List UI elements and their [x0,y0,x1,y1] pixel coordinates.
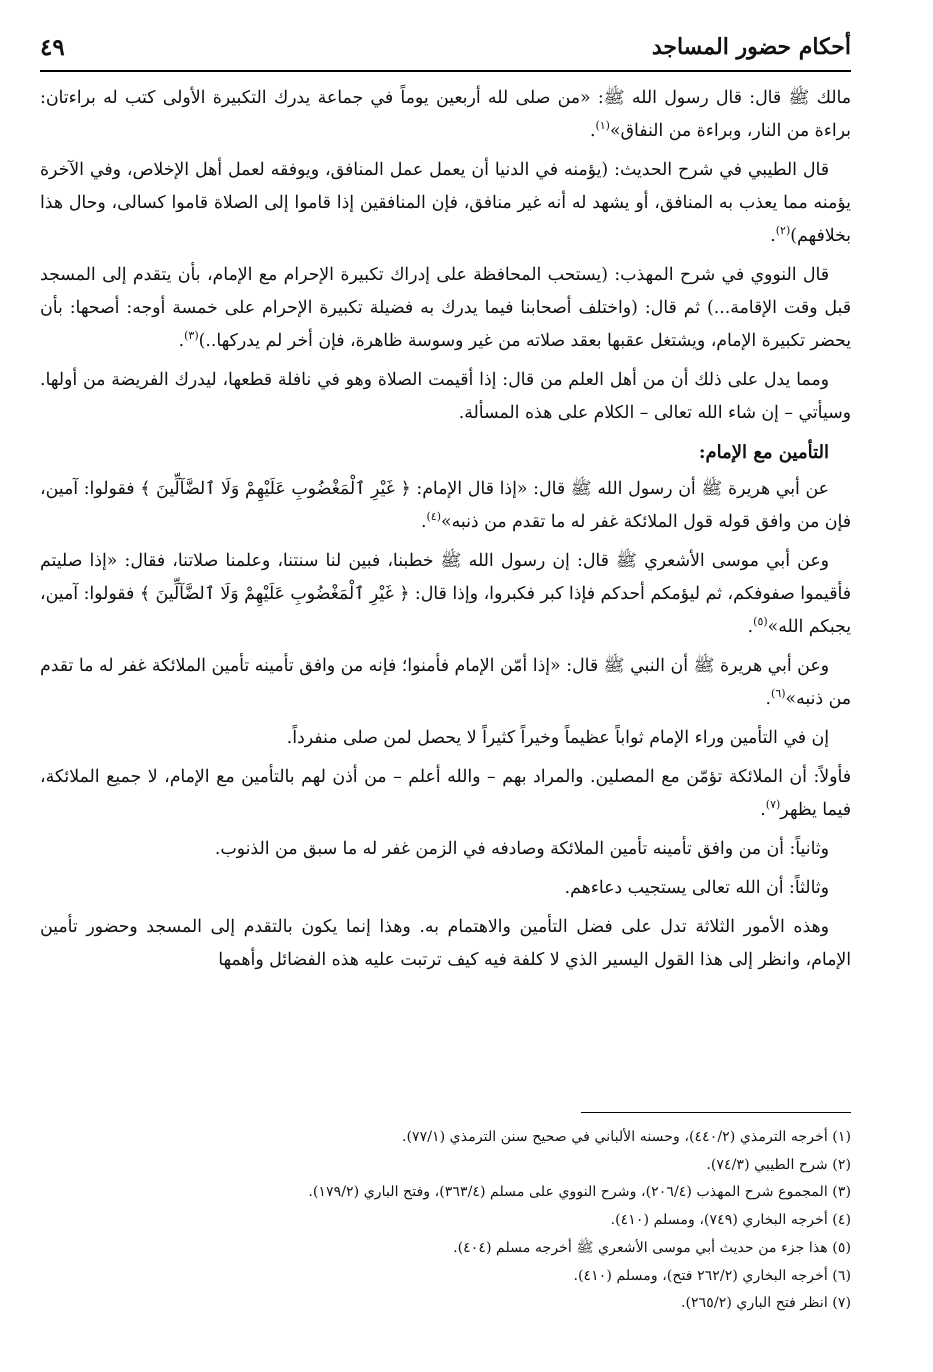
footnote-marker: (٣) [184,329,199,343]
footnotes [40,1124,851,1318]
body-paragraph: فأولاً: أن الملائكة تؤمّن مع المصلين. والمراد بهم – والله أعلم – من أذن لهم بالتأمين مع الإمام، لا جميع الملائكة، فيما يظهر$^{(٧)}$. [40,767,851,820]
page-number: ٤٩ [40,34,65,61]
paragraph-text: فأولاً: أن الملائكة تؤمّن مع المصلين. والمراد بهم – والله أعلم – من أذن لهم بالتأمين مع الإمام، لا جميع الملائكة، فيما يظهر [40,767,851,820]
footnote-marker: (٤) [426,510,442,524]
running-title: أحكام حضور المساجد [651,34,851,60]
paragraph-text: قال النووي في شرح المهذب: (يستحب المحافظة على إدراك تكبيرة الإحرام مع الإمام، بأن يتقدم إلى المسجد قبل وقت الإقامة...) ثم قال: (واختلف أصحابنا فيما يدرك به فضيلة تكبيرة الإحرام على خمسة أوجه: أصحها: بأن يحضر تكبيرة الإمام، ويشتغل عقبها بعقد صلاته من غير وسوسة ظاهرة، فإن أخر لم يدركها..) [40,265,851,351]
body-paragraph: قال النووي في شرح المهذب: (يستحب المحافظة على إدراك تكبيرة الإحرام مع الإمام، بأن يتقدم إلى المسجد قبل وقت الإقامة...) ثم قال: (واختلف أصحابنا فيما يدرك به فضيلة تكبيرة الإحرام على خمسة أوجه: أصحها: بأن يحضر تكبيرة الإمام، ويشتغل عقبها بعقد صلاته من غير وسوسة ظاهرة، فإن أخر لم يدركها..)$^{(٣)}$. [40,265,851,351]
body-paragraph [40,364,851,430]
footnote-item: (٢) شرح الطيبي (٧٤/٣). [706,1156,851,1173]
footnote-item: (٤) أخرجه البخاري (٧٤٩)، ومسلم (٤١٠). [610,1212,851,1229]
footnote-item: (٥) هذا جزء من حديث أبي موسى الأشعري ﷺ أخرجه مسلم (٤٠٤). [453,1239,851,1256]
paragraph-text: وثالثاً: أن الله تعالى يستجيب دعاءهم. [564,878,829,898]
footnote-item: (٦) أخرجه البخاري (٢٦٢/٢ فتح)، ومسلم (٤١٠). [573,1267,851,1284]
footnote-marker: (١) [595,119,610,133]
body-paragraph: عن أبي هريرة ﷺ أن رسول الله ﷺ قال: «إذا قال الإمام: ﴿ غَيْرِ ٱلْمَغْضُوبِ عَلَيْهِمْ وَلَا ٱلضَّآلِّينَ ﴾ فقولوا: آمين، فإن من وافق قوله قول الملائكة غفر له ما تقدم من ذنبه»$^{(٤)}$. [40,479,851,532]
footnote-item: (٧) انظر فتح الباري (٢٦٥/٢). [681,1295,851,1312]
paragraph-text: التأمين مع الإمام: [698,442,829,463]
body-paragraph: مالك ﷺ قال: قال رسول الله ﷺ: «من صلى لله أربعين يوماً في جماعة يدرك التكبيرة الأولى كتب له براءتان: براءة من النار، وبراءة من النفاق»$^{(١)}$. [40,88,851,141]
paragraph-text: وعن أبي هريرة ﷺ أن النبي ﷺ قال: «إذا أمّن الإمام فأمنوا؛ فإنه من وافق تأمينه تأمين الملائكة غفر له ما تقدم من ذنبه» [40,656,851,709]
footnote-marker: (٦) [771,687,786,701]
body-paragraph [40,722,851,755]
paragraph-text: عن أبي هريرة ﷺ أن رسول الله ﷺ قال: «إذا قال الإمام: ﴿ غَيْرِ ٱلْمَغْضُوبِ عَلَيْهِمْ وَلَا ٱلضَّآلِّينَ ﴾ فقولوا: آمين، فإن من وافق قوله قول الملائكة غفر له ما تقدم من ذنبه» [40,479,851,532]
body-text [40,82,851,983]
footnote-marker: (٥) [753,615,768,629]
footnote-item: (٣) المجموع شرح المهذب (٢٠٦/٤)، وشرح النووي على مسلم (٣٦٣/٤)، وفتح الباري (١٧٩/٢). [308,1184,851,1201]
footnote-marker: (٢) [775,224,791,238]
page-header [40,34,851,74]
section-heading [40,436,851,469]
header-rule [40,70,851,72]
paragraph-text: مالك ﷺ قال: قال رسول الله ﷺ: «من صلى لله أربعين يوماً في جماعة يدرك التكبيرة الأولى كتب له براءتان: براءة من النار، وبراءة من النفاق» [40,88,851,141]
paragraph-text: وثانياً: أن من وافق تأمينه تأمين الملائكة وصادفه في الزمن غفر له ما سبق من الذنوب. [214,839,829,859]
body-paragraph: وعن أبي موسى الأشعري ﷺ قال: إن رسول الله ﷺ خطبنا، فبين لنا سنتنا، وعلمنا صلاتنا، فقال: «إذا صليتم فأقيموا صفوفكم، ثم ليؤمكم أحدكم فإذا كبر فكبروا، وإذا قال: ﴿ غَيْرِ ٱلْمَغْضُوبِ عَلَيْهِمْ وَلَا ٱلضَّآلِّينَ ﴾ فقولوا: آمين، يجبكم الله»$^{(٥)}$. [40,551,851,637]
body-paragraph: وعن أبي هريرة ﷺ أن النبي ﷺ قال: «إذا أمّن الإمام فأمنوا؛ فإنه من وافق تأمينه تأمين الملائكة غفر له ما تقدم من ذنبه»$^{(٦)}$. [40,656,851,709]
body-paragraph [40,911,851,977]
footnote-item: (١) أخرجه الترمذي (٤٤٠/٢)، وحسنه الألباني في صحيح سنن الترمذي (٧٧/١). [401,1129,851,1145]
paragraph-text: ومما يدل على ذلك أن من أهل العلم من قال: إذا أقيمت الصلاة وهو في نافلة قطعها، ليدرك الفريضة من أولها. وسيأتي – إن شاء الله تعالى – الكلام على هذه المسألة. [40,370,851,423]
body-paragraph [40,872,851,905]
body-paragraph [40,833,851,866]
paragraph-text: وعن أبي موسى الأشعري ﷺ قال: إن رسول الله ﷺ خطبنا، فبين لنا سنتنا، وعلمنا صلاتنا، فقال: «إذا صليتم فأقيموا صفوفكم، ثم ليؤمكم أحدكم فإذا كبر فكبروا، وإذا قال: ﴿ غَيْرِ ٱلْمَغْضُوبِ عَلَيْهِمْ وَلَا ٱلضَّآلِّينَ ﴾ فقولوا: آمين، يجبكم الله» [40,551,851,637]
footnote-rule [581,1112,851,1113]
paragraph-text: وهذه الأمور الثلاثة تدل على فضل التأمين والاهتمام به. وهذا إنما يكون بالتقدم إلى المسجد وحضور تأمين الإمام، وانظر إلى هذا القول اليسير الذي لا كلفة فيه كيف ترتبت عليه هذه الفضائل وأهمها [40,917,851,970]
paragraph-text: إن في التأمين وراء الإمام ثواباً عظيماً وخيراً كثيراً لا يحصل لمن صلى منفرداً. [286,728,829,748]
footnote-marker: (٧) [765,798,781,812]
paragraph-text: قال الطيبي في شرح الحديث: (يؤمنه في الدنيا أن يعمل عمل المنافق، ويوفقه لعمل أهل الإخلاص، وفي الآخرة يؤمنه مما يعذب به المنافق، أو يشهد له أنه غير منافق، فإن المنافقين إذا قاموا إلى الصلاة قاموا كسالى، وحال هذا بخلافهم) [40,160,851,246]
body-paragraph: قال الطيبي في شرح الحديث: (يؤمنه في الدنيا أن يعمل عمل المنافق، ويوفقه لعمل أهل الإخلاص، وفي الآخرة يؤمنه مما يعذب به المنافق، أو يشهد له أنه غير منافق، فإن المنافقين إذا قاموا إلى الصلاة قاموا كسالى، وحال هذا بخلافهم)$^{(٢)}$. [40,160,851,246]
